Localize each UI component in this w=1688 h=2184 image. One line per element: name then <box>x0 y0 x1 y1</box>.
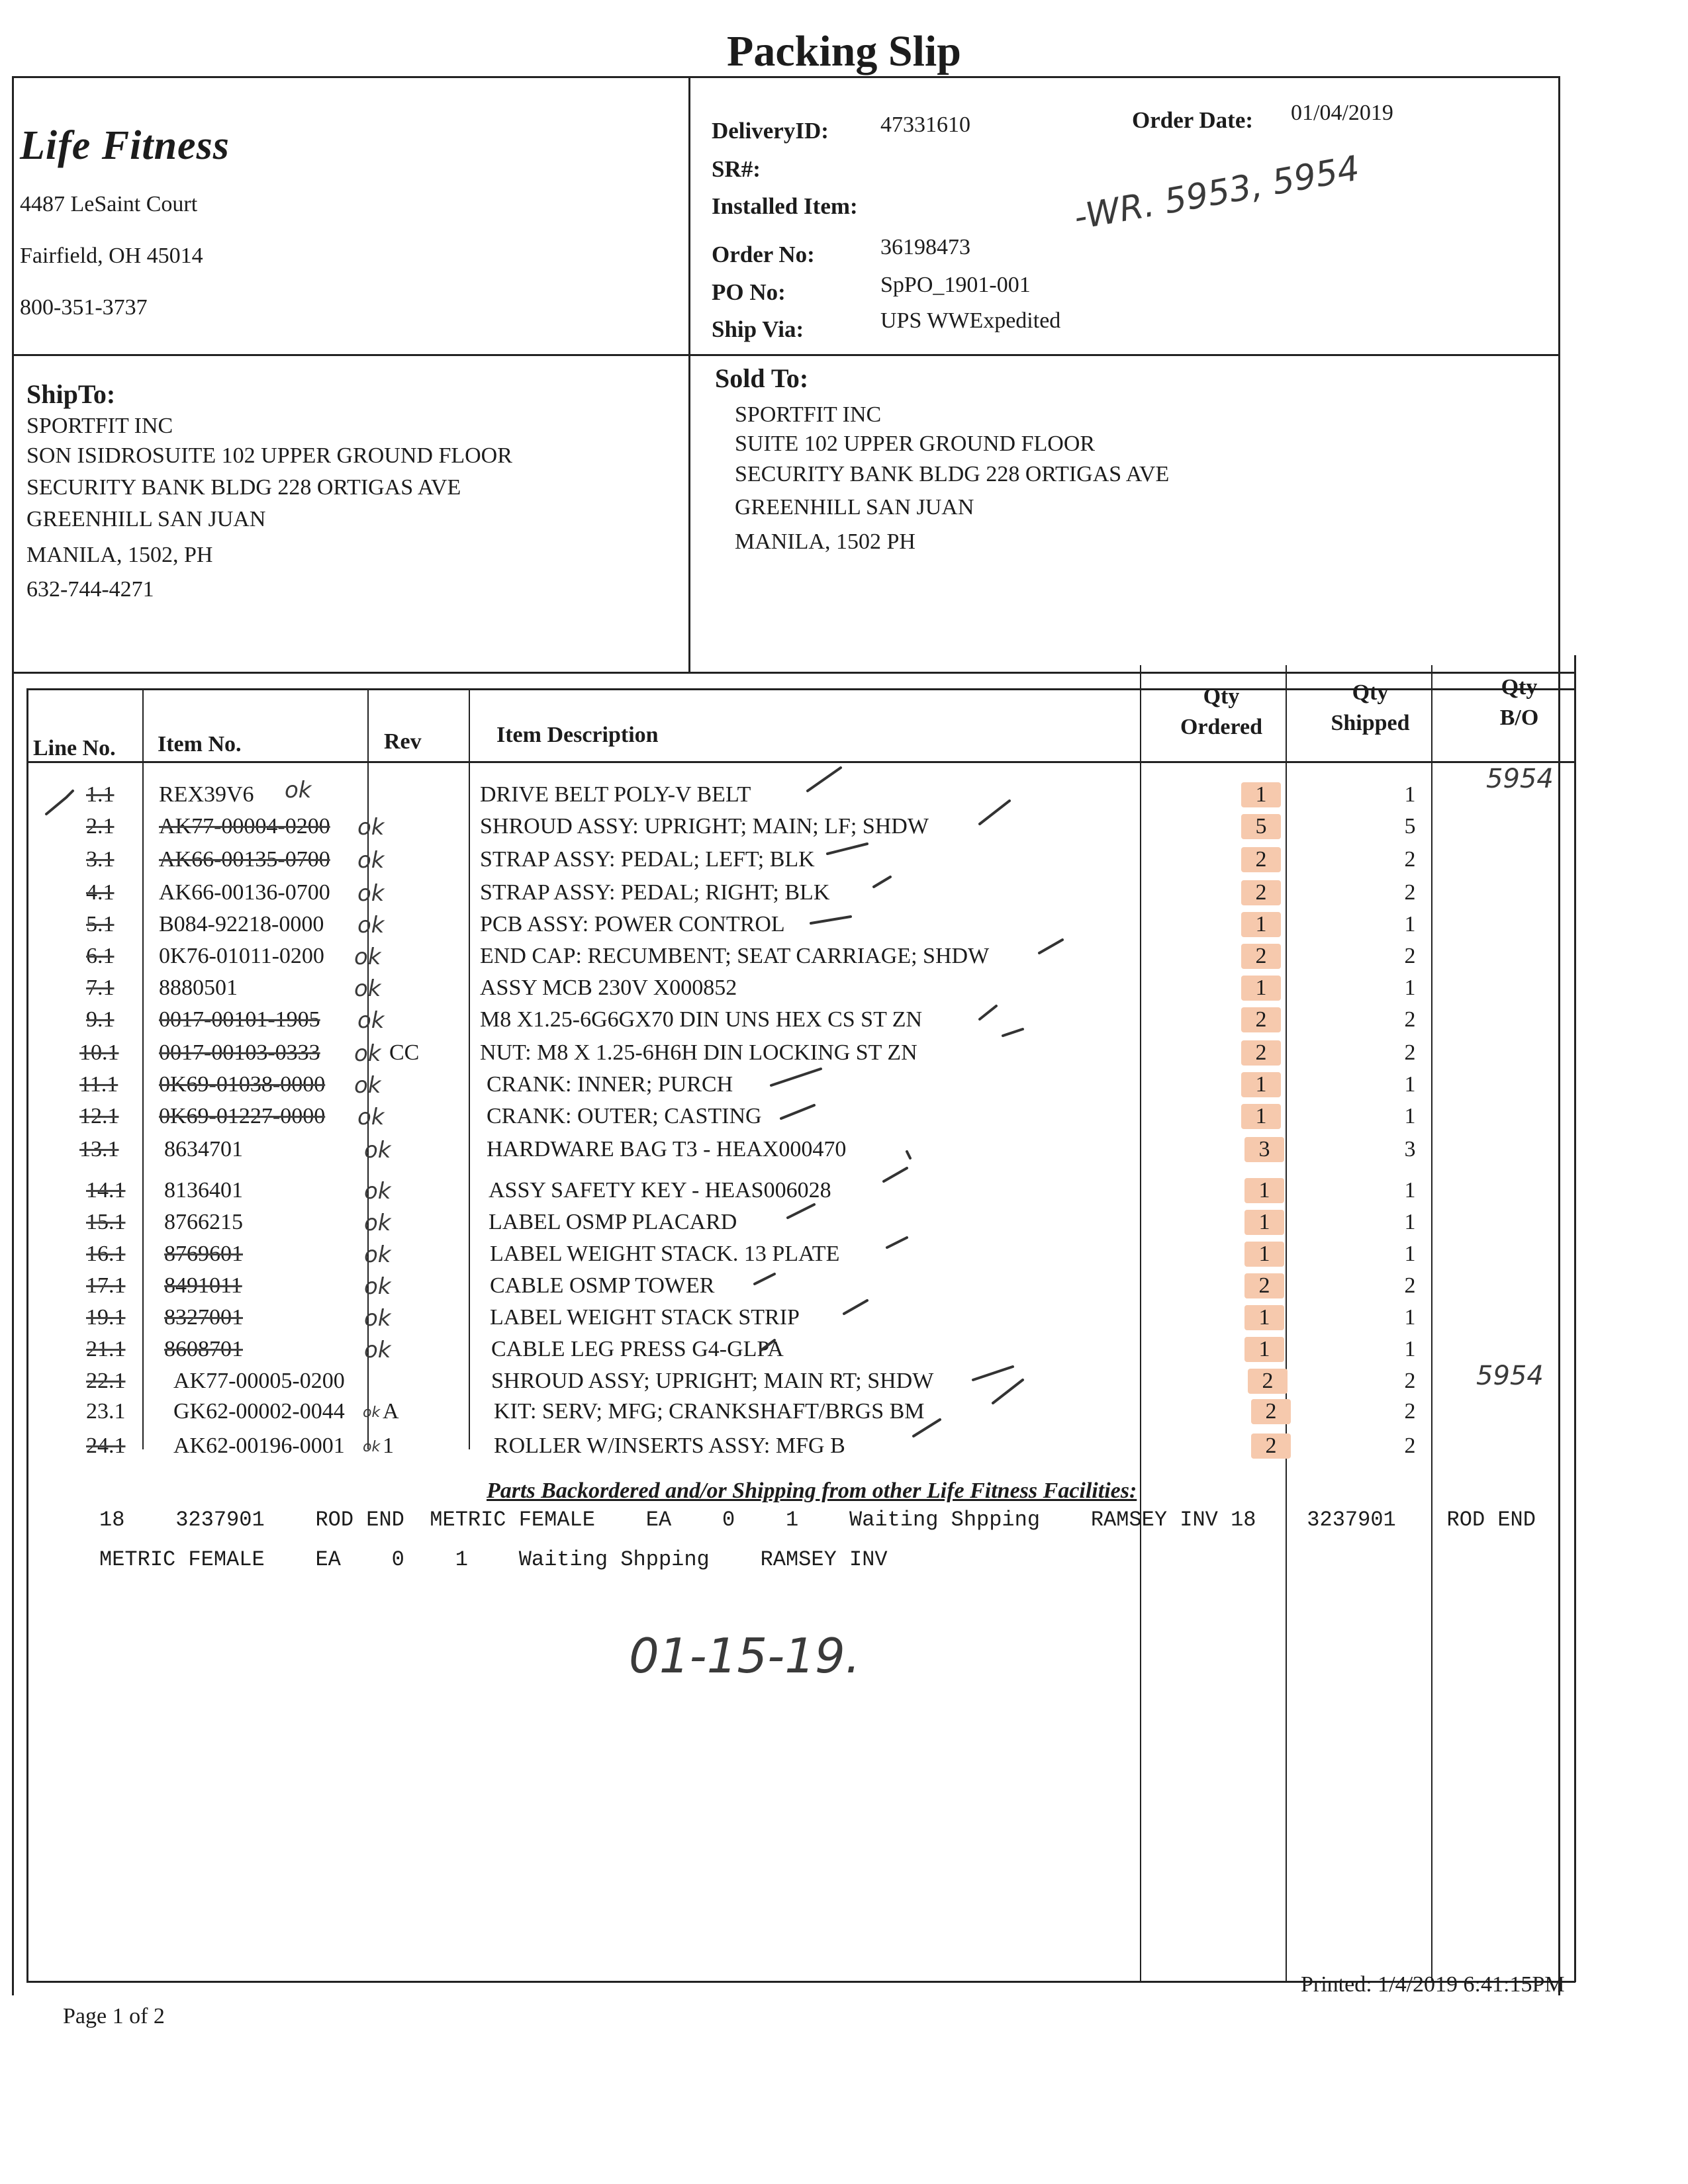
page-number: Page 1 of 2 <box>63 2004 165 2028</box>
item-description: STRAP ASSY: PEDAL; LEFT; BLK <box>480 847 815 872</box>
item-description: CABLE OSMP TOWER <box>490 1273 715 1298</box>
qty-ordered: 2 <box>1241 1040 1281 1066</box>
item-description: SHROUD ASSY: UPRIGHT; MAIN; LF; SHDW <box>480 814 929 839</box>
delivery-id-label: DeliveryID: <box>712 118 829 144</box>
item-no: GK62-00002-0044 <box>173 1399 345 1424</box>
header-qty-bo: Qty B/O <box>1499 675 1539 730</box>
check-note: ok <box>364 1242 391 1268</box>
qty-ordered: 3 <box>1244 1137 1284 1162</box>
sold-to-line-2: SUITE 102 UPPER GROUND FLOOR <box>735 432 1096 456</box>
qty-ordered: 2 <box>1244 1273 1284 1298</box>
item-no: AK77-00005-0200 <box>173 1369 345 1393</box>
item-no: 0K76-01011-0200 <box>159 944 324 968</box>
line-no: 11.1 <box>79 1072 118 1097</box>
line-no: 10.1 <box>79 1040 119 1065</box>
printed-timestamp: Printed: 1/4/2019 6:41:15PM <box>1301 1972 1565 1997</box>
check-note: ok <box>354 1072 381 1099</box>
qty-shipped: 1 <box>1404 1305 1416 1330</box>
qty-shipped: 1 <box>1404 1178 1416 1203</box>
item-no: REX39V6 <box>159 782 254 807</box>
handwritten-ref: -WR. 5953, 5954 <box>1071 148 1363 238</box>
item-no: 8766215 <box>164 1210 243 1234</box>
item-no: 8880501 <box>159 976 238 1000</box>
item-no: AK66-00135-0700 <box>159 847 330 872</box>
item-no: 0K69-01038-0000 <box>159 1072 326 1097</box>
sold-to-line-5: MANILA, 1502 PH <box>735 529 915 554</box>
item-description: ASSY MCB 230V X000852 <box>480 976 737 1000</box>
item-no: 8136401 <box>164 1178 243 1203</box>
check-note: ok <box>363 1404 381 1421</box>
ship-to-line-6: 632-744-4271 <box>26 577 154 602</box>
check-note: ok <box>354 1040 381 1067</box>
ship-to-line-1: SPORTFIT INC <box>26 414 173 438</box>
line-no: 12.1 <box>79 1104 119 1128</box>
qty-bo: 5954 <box>1486 764 1554 794</box>
line-no: 15.1 <box>86 1210 126 1234</box>
line-no: 19.1 <box>86 1305 126 1330</box>
order-date-label: Order Date: <box>1132 107 1254 133</box>
qty-shipped: 2 <box>1404 1007 1416 1032</box>
company-address2: Fairfield, OH 45014 <box>20 244 203 268</box>
line-no: 7.1 <box>86 976 115 1000</box>
ship-to-line-4: GREENHILL SAN JUAN <box>26 507 266 531</box>
qty-bo: 5954 <box>1476 1361 1544 1391</box>
line-no: 5.1 <box>86 912 115 936</box>
check-note: ok <box>357 1104 385 1130</box>
qty-shipped: 3 <box>1404 1137 1416 1161</box>
item-no: 8769601 <box>164 1242 243 1266</box>
ship-to-line-3: SECURITY BANK BLDG 228 ORTIGAS AVE <box>26 475 461 500</box>
item-description: LABEL WEIGHT STACK STRIP <box>490 1305 800 1330</box>
ship-to-label: ShipTo: <box>26 379 116 409</box>
line-no: 22.1 <box>86 1369 126 1393</box>
item-no: 0K69-01227-0000 <box>159 1104 326 1128</box>
check-note: ok <box>285 777 312 803</box>
item-description: ROLLER W/INSERTS ASSY: MFG B <box>494 1433 845 1458</box>
po-no: SpPO_1901-001 <box>880 273 1031 297</box>
item-description: END CAP: RECUMBENT; SEAT CARRIAGE; SHDW <box>480 944 990 968</box>
line-no: 2.1 <box>86 814 115 839</box>
qty-shipped: 2 <box>1404 1433 1416 1458</box>
line-no: 23.1 <box>86 1399 126 1424</box>
header-item-description: Item Description <box>496 723 659 747</box>
company-phone: 800-351-3737 <box>20 295 148 320</box>
order-date: 01/04/2019 <box>1291 101 1393 125</box>
item-description: CRANK: INNER; PURCH <box>487 1072 733 1097</box>
item-description: LABEL WEIGHT STACK. 13 PLATE <box>490 1242 840 1266</box>
qty-ordered: 1 <box>1241 912 1281 937</box>
qty-ordered: 2 <box>1251 1433 1291 1459</box>
line-no: 24.1 <box>86 1433 126 1458</box>
check-note: ok <box>364 1178 391 1205</box>
ship-via: UPS WWExpedited <box>880 308 1061 333</box>
handwritten-date: 01-15-19. <box>629 1628 861 1684</box>
header-line-no: Line No. <box>33 736 116 760</box>
qty-ordered: 5 <box>1241 814 1281 839</box>
header-qty-shipped: Qty Shipped <box>1331 680 1410 735</box>
check-note: ok <box>363 1439 381 1455</box>
item-no: 8634701 <box>164 1137 243 1161</box>
rev: 1 <box>383 1433 394 1458</box>
line-no: 6.1 <box>86 944 115 968</box>
qty-shipped: 1 <box>1404 1210 1416 1234</box>
item-no: AK62-00196-0001 <box>173 1433 345 1458</box>
check-note: ok <box>364 1337 391 1363</box>
page-title: Packing Slip <box>727 27 961 75</box>
ship-to-line-2: SON ISIDROSUITE 102 UPPER GROUND FLOOR <box>26 443 512 468</box>
qty-shipped: 2 <box>1404 1399 1416 1424</box>
qty-ordered: 1 <box>1244 1210 1284 1235</box>
company-logo: Life Fitness <box>20 123 230 168</box>
line-no: 14.1 <box>86 1178 126 1203</box>
item-description: STRAP ASSY: PEDAL; RIGHT; BLK <box>480 880 830 905</box>
qty-shipped: 2 <box>1404 944 1416 968</box>
item-no: 8608701 <box>164 1337 243 1361</box>
check-note: ok <box>364 1305 391 1332</box>
rev: CC <box>389 1040 420 1065</box>
header-rev: Rev <box>384 729 422 754</box>
item-no: B084-92218-0000 <box>159 912 324 936</box>
line-no: 21.1 <box>86 1337 126 1361</box>
item-description: LABEL OSMP PLACARD <box>489 1210 737 1234</box>
qty-ordered: 1 <box>1241 976 1281 1001</box>
check-note: ok <box>357 814 385 841</box>
line-no: 4.1 <box>86 880 115 905</box>
qty-shipped: 2 <box>1404 847 1416 872</box>
rev: A <box>383 1399 399 1424</box>
line-no: 9.1 <box>86 1007 115 1032</box>
line-no: 1.1 <box>86 782 115 807</box>
backorder-heading: Parts Backordered and/or Shipping from other Life Fitness Facilities: <box>487 1479 1137 1503</box>
po-no-label: PO No: <box>712 279 786 305</box>
qty-ordered: 1 <box>1244 1337 1284 1362</box>
item-no: 8327001 <box>164 1305 243 1330</box>
check-note: ok <box>364 1273 391 1300</box>
qty-shipped: 2 <box>1404 1369 1416 1393</box>
item-description: CABLE LEG PRESS G4-GLPA <box>491 1337 784 1361</box>
qty-ordered: 2 <box>1241 944 1281 969</box>
qty-ordered: 2 <box>1251 1399 1291 1424</box>
item-description: M8 X1.25-6G6GX70 DIN UNS HEX CS ST ZN <box>480 1007 923 1032</box>
sold-to-line-4: GREENHILL SAN JUAN <box>735 495 974 520</box>
item-no: 8491011 <box>164 1273 242 1298</box>
item-no: AK77-00004-0200 <box>159 814 330 839</box>
backorder-line-2: METRIC FEMALE EA 0 1 Waiting Shpping RAMSEY INV <box>99 1547 888 1572</box>
item-description: NUT: M8 X 1.25-6H6H DIN LOCKING ST ZN <box>480 1040 917 1065</box>
item-description: CRANK: OUTER; CASTING <box>487 1104 762 1128</box>
qty-ordered: 2 <box>1241 880 1281 905</box>
qty-shipped: 1 <box>1404 1104 1416 1128</box>
line-no: 3.1 <box>86 847 115 872</box>
item-description: SHROUD ASSY; UPRIGHT; MAIN RT; SHDW <box>491 1369 934 1393</box>
header-qty-ordered: Qty Ordered <box>1180 684 1262 739</box>
company-address1: 4487 LeSaint Court <box>20 192 198 216</box>
qty-ordered: 2 <box>1241 847 1281 872</box>
qty-shipped: 2 <box>1404 1273 1416 1298</box>
check-note: ok <box>364 1137 391 1163</box>
qty-shipped: 1 <box>1404 1337 1416 1361</box>
qty-ordered: 2 <box>1241 1007 1281 1032</box>
qty-ordered: 1 <box>1241 782 1281 807</box>
qty-shipped: 1 <box>1404 976 1416 1000</box>
item-description: KIT: SERV; MFG; CRANKSHAFT/BRGS BM <box>494 1399 925 1424</box>
qty-shipped: 5 <box>1404 814 1416 839</box>
delivery-id: 47331610 <box>880 113 970 137</box>
line-no: 17.1 <box>86 1273 126 1298</box>
check-note: ok <box>357 1007 385 1034</box>
qty-ordered: 1 <box>1241 1072 1281 1097</box>
qty-shipped: 2 <box>1404 1040 1416 1065</box>
sold-to-label: Sold To: <box>715 363 809 393</box>
qty-ordered: 1 <box>1244 1305 1284 1330</box>
qty-shipped: 1 <box>1404 1242 1416 1266</box>
qty-shipped: 1 <box>1404 1072 1416 1097</box>
line-no: 13.1 <box>79 1137 119 1161</box>
qty-ordered: 1 <box>1244 1242 1284 1267</box>
qty-shipped: 1 <box>1404 912 1416 936</box>
item-description: HARDWARE BAG T3 - HEAX000470 <box>487 1137 847 1161</box>
sr-label: SR#: <box>712 156 761 182</box>
order-no: 36198473 <box>880 235 970 259</box>
item-no: 0017-00103-0333 <box>159 1040 320 1065</box>
ship-to-line-5: MANILA, 1502, PH <box>26 543 213 567</box>
check-note: ok <box>357 880 385 907</box>
item-description: ASSY SAFETY KEY - HEAS006028 <box>489 1178 831 1203</box>
installed-item-label: Installed Item: <box>712 193 858 219</box>
item-description: DRIVE BELT POLY-V BELT <box>480 782 751 807</box>
qty-shipped: 2 <box>1404 880 1416 905</box>
item-no: 0017-00101-1905 <box>159 1007 320 1032</box>
line-no: 16.1 <box>86 1242 126 1266</box>
item-no: AK66-00136-0700 <box>159 880 330 905</box>
qty-ordered: 1 <box>1241 1104 1281 1129</box>
qty-ordered: 1 <box>1244 1178 1284 1203</box>
sold-to-line-3: SECURITY BANK BLDG 228 ORTIGAS AVE <box>735 462 1170 486</box>
backorder-line-1: 18 3237901 ROD END METRIC FEMALE EA 0 1 Waiting Shpping RAMSEY INV 18 3237901 ROD END <box>99 1508 1536 1532</box>
order-no-label: Order No: <box>712 242 815 267</box>
check-note: ok <box>357 847 385 874</box>
check-note: ok <box>364 1210 391 1236</box>
check-note: ok <box>354 976 381 1002</box>
item-description: PCB ASSY: POWER CONTROL <box>480 912 785 936</box>
ship-via-label: Ship Via: <box>712 316 804 342</box>
qty-shipped: 1 <box>1404 782 1416 807</box>
header-item-no: Item No. <box>158 732 242 756</box>
check-note: ok <box>354 944 381 970</box>
check-note: ok <box>357 912 385 938</box>
sold-to-line-1: SPORTFIT INC <box>735 402 882 427</box>
qty-ordered: 2 <box>1248 1369 1288 1394</box>
